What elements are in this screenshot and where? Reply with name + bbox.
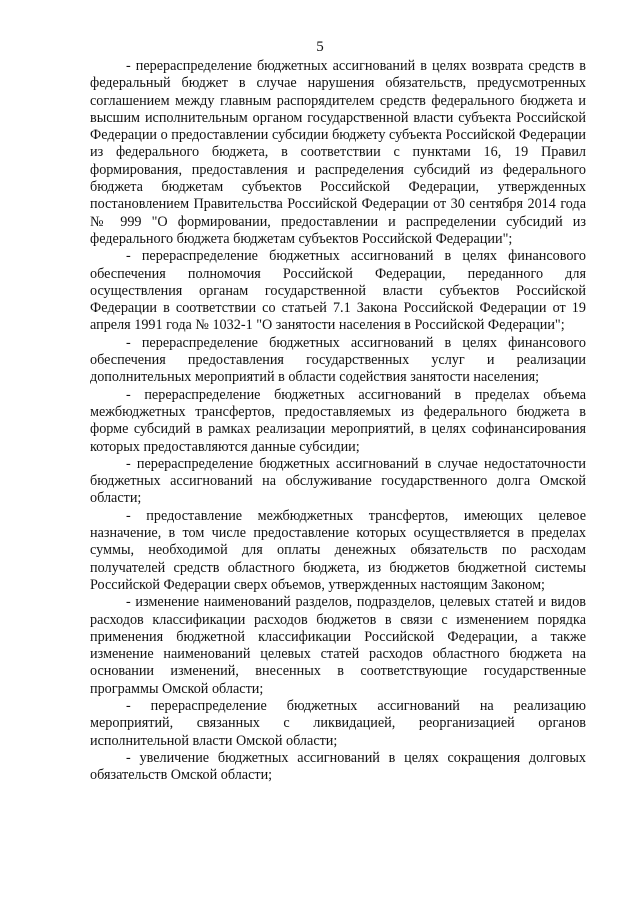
document-body [90,58,586,784]
paragraph-classification-changes: - изменение наименований разделов, подразделов, целевых статей и видов расходов классификации расходов бюджетов в связи с изменением порядка применения бюджетной классификации Российской Федерации, а также изменение наименований целевых статей расходов областного бюджета на основании изменений, внесенных в соответствующие государственные программы Омской области; [90,594,586,697]
paragraph-debt-service: - перераспределение бюджетных ассигнований в случае недостаточности бюджетных ассигнований на обслуживание государственного долга Омской области; [90,455,586,507]
paragraph-targeted-transfers: - предоставление межбюджетных трансфертов, имеющих целевое назначение, в том числе предоставление которых осуществляется в пределах суммы, необходимой для оплаты денежных обязательств по расходам получателей средств областного бюджета, из бюджетов бюджетной системы Российской Федерации сверх объемов, утвержденных настоящим Законом; [90,507,586,593]
page-number: 5 [316,39,324,55]
paragraph-funds-return: - перераспределение бюджетных ассигнований в целях возврата средств в федеральный бюджет в случае нарушения обязательств, предусмотренных соглашением между главным распорядителем средств федерального бюджета и высшим исполнительным органом государственной власти субъекта Российской Федерации о предоставлении субсидии бюджету субъекта Российской Федерации из федерального бюджета, в соответствии с пунктами 16, 19 Правил формирования, предоставления и распределения субсидий из федерального бюджета бюджетам субъектов Российской Федерации, утвержденных постановлением Правительства Российской Федерации от 30 сентября 2014 года № 999 "О формировании, предоставлении и распределении субсидий из федерального бюджета бюджетам субъектов Российской Федерации"; [90,58,586,247]
paragraph-employment-services: - перераспределение бюджетных ассигнований в целях финансового обеспечения предоставления государственных услуг и реализации дополнительных мероприятий в области содействия занятости населения; [90,334,586,386]
paragraph-employment-powers: - перераспределение бюджетных ассигнований в целях финансового обеспечения полномочия Российской Федерации, переданного для осуществления органам государственной власти субъектов Российской Федерации в соответствии со статьей 7.1 Закона Российской Федерации от 19 апреля 1991 года № 1032-1 "О занятости населения в Российской Федерации"; [90,248,586,334]
paragraph-debt-reduction: - увеличение бюджетных ассигнований в целях сокращения долговых обязательств Омской области; [90,749,586,784]
paragraph-reorganization: - перераспределение бюджетных ассигнований на реализацию мероприятий, связанных с ликвидацией, реорганизацией органов исполнительной власти Омской области; [90,697,586,749]
paragraph-subsidies-cofinancing: - перераспределение бюджетных ассигнований в пределах объема межбюджетных трансфертов, предоставляемых из федерального бюджета в форме субсидий в рамках реализации мероприятий, в целях софинансирования которых предоставляются данные субсидии; [90,386,586,455]
